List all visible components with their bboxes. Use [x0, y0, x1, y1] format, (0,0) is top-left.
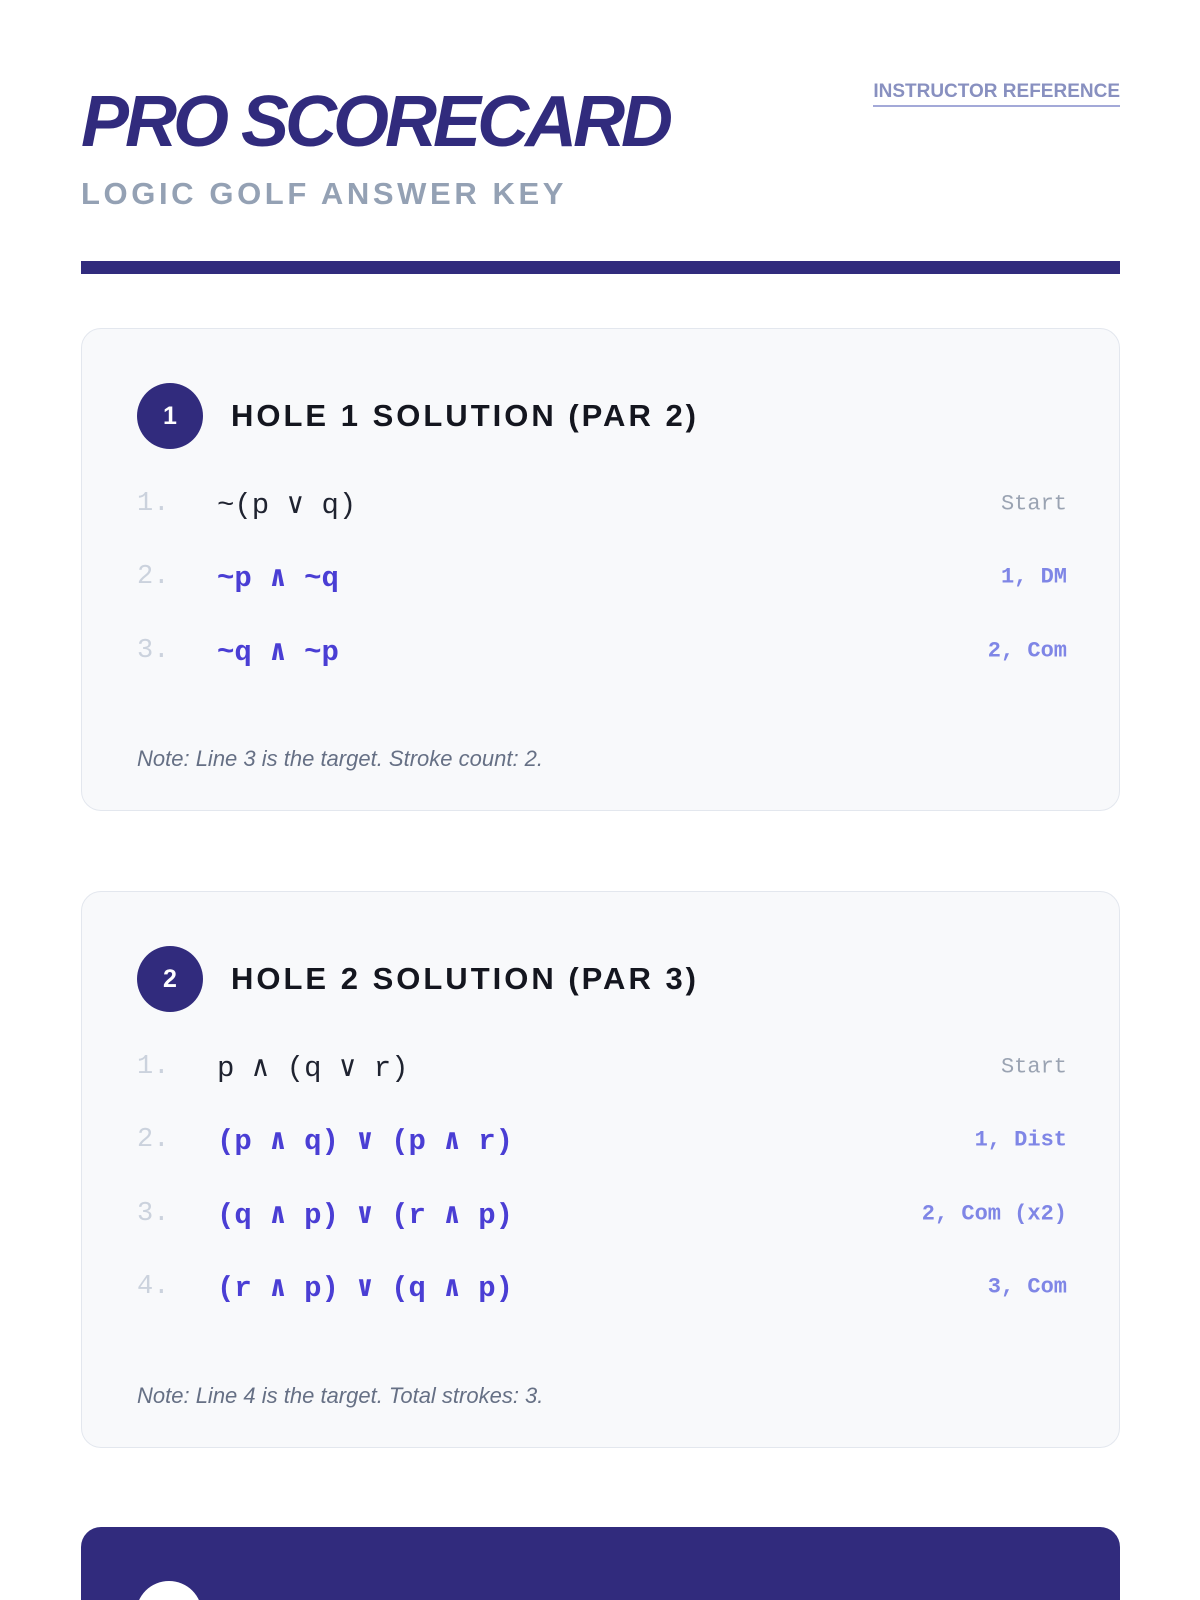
step-number: 1. — [137, 488, 170, 519]
step-expression: (p ∧ q) ∨ (p ∧ r) — [217, 1125, 514, 1159]
proof-step — [137, 467, 1067, 541]
step-expression: ~q ∧ ~p — [217, 635, 339, 669]
step-number: 1. — [137, 1051, 170, 1082]
step-number: 3. — [137, 635, 170, 666]
step-expression: ~(p ∨ q) — [217, 488, 357, 522]
hole-1-proof-steps — [137, 467, 1067, 688]
proof-step — [137, 1177, 1067, 1251]
hole-2-note: Note: Line 4 is the target. Total strokes: 3. — [137, 1383, 544, 1408]
step-justification: Start — [1000, 491, 1067, 517]
proof-step — [137, 1251, 1067, 1325]
step-justification: 2, Com — [987, 638, 1067, 664]
proof-step — [137, 614, 1067, 688]
step-number: 4. — [137, 1272, 170, 1303]
step-number: 3. — [137, 1198, 170, 1229]
step-justification: 1, DM — [1000, 564, 1067, 590]
hole-1-note: Note: Line 3 is the target. Stroke count: 2. — [137, 746, 544, 771]
hole-1-number-badge: 1 — [137, 383, 203, 449]
hole-2-card — [81, 891, 1120, 1448]
step-expression: p ∧ (q ∨ r) — [217, 1051, 409, 1085]
proof-step — [137, 541, 1067, 615]
page-subtitle: LOGIC GOLF ANSWER KEY — [81, 176, 568, 211]
step-justification: Start — [1000, 1054, 1067, 1080]
hole-3-card — [81, 1527, 1120, 1600]
hole-1-header — [137, 383, 699, 449]
instructor-reference-link[interactable]: INSTRUCTOR REFERENCE — [873, 81, 1120, 107]
answer-key-page — [81, 0, 1120, 1600]
step-number: 2. — [137, 1125, 170, 1156]
step-expression: (r ∧ p) ∨ (q ∧ p) — [217, 1272, 514, 1306]
step-justification: 3, Com — [987, 1274, 1067, 1300]
step-expression: (q ∧ p) ∨ (r ∧ p) — [217, 1198, 514, 1232]
hole-1-title: HOLE 1 SOLUTION (PAR 2) — [231, 398, 700, 433]
step-number: 2. — [137, 562, 170, 593]
hole-1-card — [81, 328, 1120, 811]
header-divider — [81, 261, 1120, 274]
step-justification: 1, Dist — [974, 1127, 1067, 1153]
hole-2-number-badge: 2 — [137, 946, 203, 1012]
page-title: PRO SCORECARD — [81, 82, 670, 162]
step-expression: ~p ∧ ~q — [217, 562, 339, 596]
hole-2-proof-steps — [137, 1030, 1067, 1324]
step-justification: 2, Com (x2) — [921, 1201, 1067, 1227]
page-header — [81, 78, 1120, 274]
proof-step — [137, 1104, 1067, 1178]
hole-3-number-badge — [136, 1581, 202, 1600]
proof-step — [137, 1030, 1067, 1104]
hole-2-header — [137, 946, 699, 1012]
hole-2-title: HOLE 2 SOLUTION (PAR 3) — [231, 961, 700, 996]
